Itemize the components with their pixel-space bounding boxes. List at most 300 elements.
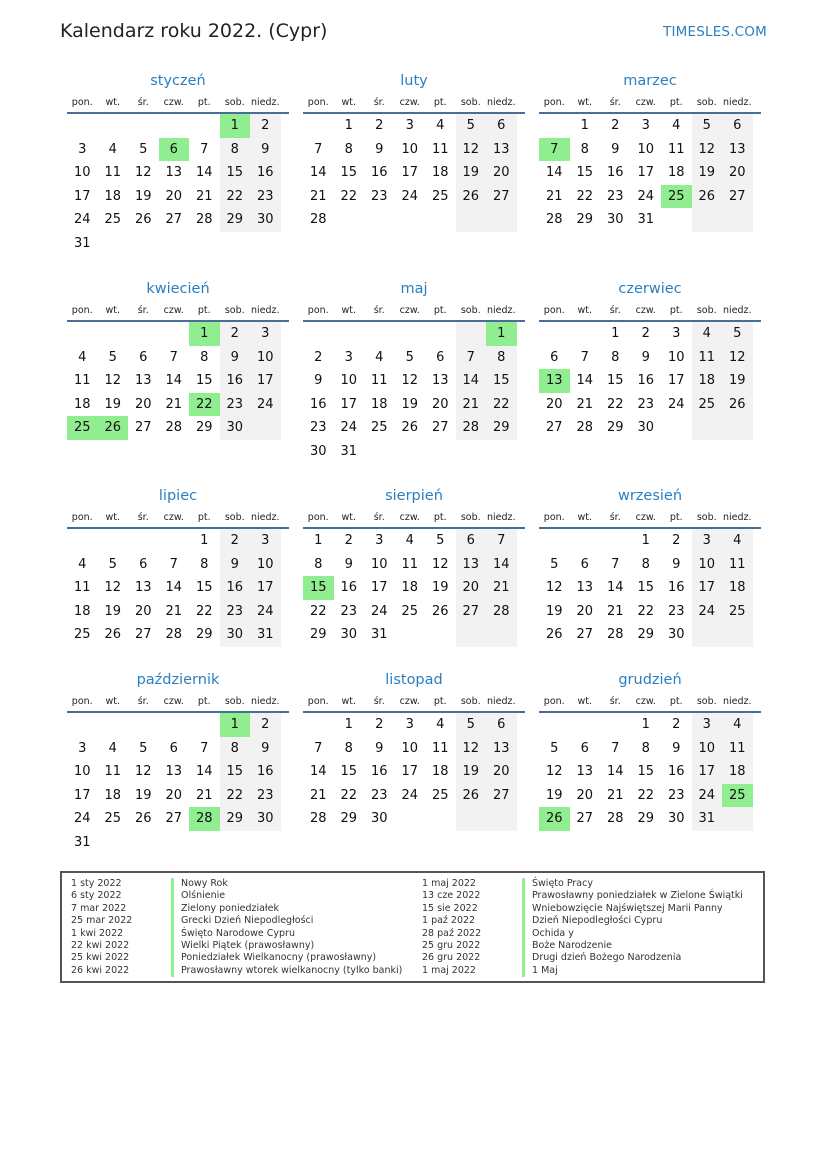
day-cell: 31 xyxy=(250,623,281,647)
weekday-label: pt. xyxy=(433,512,447,523)
day-cell: 3 xyxy=(692,713,723,737)
weekday-label: sob. xyxy=(696,97,717,108)
day-cell: 12 xyxy=(692,138,723,162)
empty-cell xyxy=(395,322,426,346)
day-cell: 5 xyxy=(692,114,723,138)
day-cell: 7 xyxy=(580,349,589,365)
weekday-label: pon. xyxy=(543,97,565,108)
day-cell: 4 xyxy=(722,713,753,737)
day-cell: 27 xyxy=(576,811,594,826)
empty-cell xyxy=(456,623,487,647)
day-cell: 3 xyxy=(405,717,414,732)
day-cell: 7 xyxy=(169,349,178,365)
weekday-label: pt. xyxy=(197,512,211,523)
empty-cell xyxy=(425,440,456,464)
day-cell: 20 xyxy=(456,576,487,600)
day-cell: 6 xyxy=(159,138,190,162)
month-name: czerwiec xyxy=(618,281,682,297)
day-cell: 12 xyxy=(134,165,152,180)
weekday-label: sob. xyxy=(696,696,717,707)
weekday-label: śr. xyxy=(137,97,149,108)
day-cell: 11 xyxy=(692,346,723,370)
day-cell: 21 xyxy=(545,188,563,204)
empty-cell xyxy=(692,623,723,647)
empty-cell xyxy=(539,713,570,737)
day-cell: 21 xyxy=(165,603,183,619)
legend-date: 26 gru 2022 xyxy=(422,952,481,964)
day-cell: 11 xyxy=(104,165,122,180)
day-cell: 2 xyxy=(344,533,353,548)
weekday-header xyxy=(539,92,761,114)
day-cell: 30 xyxy=(637,420,655,435)
day-cell: 20 xyxy=(722,161,753,185)
day-cell: 18 xyxy=(431,165,449,180)
holiday-legend xyxy=(60,871,765,983)
day-cell: 2 xyxy=(611,118,620,133)
day-cell: 14 xyxy=(456,369,487,393)
day-cell: 5 xyxy=(550,740,559,756)
day-cell: 22 xyxy=(220,185,251,209)
empty-cell xyxy=(220,831,251,855)
weekday-label: wt. xyxy=(341,696,356,707)
day-cell: 12 xyxy=(134,764,152,779)
day-cell: 24 xyxy=(401,787,419,803)
day-cell: 9 xyxy=(220,346,251,370)
empty-cell xyxy=(98,831,129,855)
month-calendar xyxy=(67,70,289,255)
day-cell: 20 xyxy=(431,396,449,412)
day-cell: 5 xyxy=(139,141,148,157)
legend-holiday-name: 1 Maj xyxy=(522,965,558,977)
day-cell: 1 xyxy=(189,322,220,346)
day-cell: 13 xyxy=(456,553,487,577)
weekday-label: czw. xyxy=(635,97,656,108)
day-cell: 18 xyxy=(401,580,419,595)
day-cell: 13 xyxy=(486,737,517,761)
empty-cell xyxy=(159,713,190,737)
day-cell: 28 xyxy=(165,420,183,435)
days-grid xyxy=(303,529,525,647)
day-cell: 16 xyxy=(250,760,281,784)
empty-cell xyxy=(539,529,570,553)
weekday-label: czw. xyxy=(163,305,184,316)
weekday-label: sob. xyxy=(696,305,717,316)
weekday-label: czw. xyxy=(635,512,656,523)
day-cell: 13 xyxy=(134,580,152,595)
day-cell: 24 xyxy=(250,393,281,417)
empty-cell xyxy=(98,322,129,346)
day-cell: 8 xyxy=(641,740,650,756)
empty-cell xyxy=(67,322,98,346)
empty-cell xyxy=(128,322,159,346)
day-cell: 14 xyxy=(195,165,213,180)
empty-cell xyxy=(395,440,426,464)
legend-holiday-name: Wielki Piątek (prawosławny) xyxy=(171,940,314,952)
empty-cell xyxy=(67,114,98,138)
legend-date: 6 sty 2022 xyxy=(71,890,122,902)
empty-cell xyxy=(600,713,631,737)
day-cell: 8 xyxy=(641,556,650,572)
empty-cell xyxy=(570,529,601,553)
day-cell: 13 xyxy=(134,373,152,388)
day-cell: 2 xyxy=(672,533,681,548)
day-cell: 17 xyxy=(692,576,723,600)
day-cell: 12 xyxy=(431,556,449,572)
day-cell: 21 xyxy=(195,787,213,803)
day-cell: 10 xyxy=(370,556,388,572)
empty-cell xyxy=(722,623,753,647)
day-cell: 2 xyxy=(641,326,650,341)
day-cell: 30 xyxy=(370,811,388,826)
weekday-label: niedz. xyxy=(486,512,516,523)
day-cell: 16 xyxy=(637,373,655,388)
day-cell: 30 xyxy=(309,443,327,459)
day-cell: 27 xyxy=(165,811,183,826)
day-cell: 21 xyxy=(165,396,183,412)
day-cell: 24 xyxy=(667,396,685,412)
day-cell: 24 xyxy=(340,420,358,435)
empty-cell xyxy=(364,440,395,464)
day-cell: 17 xyxy=(73,188,91,204)
day-cell: 14 xyxy=(606,580,624,595)
legend-holiday-name: Święto Narodowe Cypru xyxy=(171,928,295,940)
day-cell: 3 xyxy=(250,529,281,553)
day-cell: 6 xyxy=(580,740,589,756)
day-cell: 21 xyxy=(606,603,624,619)
weekday-label: pt. xyxy=(669,97,683,108)
day-cell: 30 xyxy=(220,623,251,647)
day-cell: 18 xyxy=(667,165,685,180)
month-name: październik xyxy=(136,672,220,688)
day-cell: 13 xyxy=(165,764,183,779)
weekday-label: niedz. xyxy=(486,97,516,108)
day-cell: 6 xyxy=(169,740,178,756)
day-cell: 13 xyxy=(576,580,594,595)
weekday-label: śr. xyxy=(609,512,621,523)
empty-cell xyxy=(189,713,220,737)
month-name: marzec xyxy=(623,73,677,89)
month-name: styczeń xyxy=(150,73,206,89)
day-cell: 4 xyxy=(108,141,117,157)
day-cell: 12 xyxy=(722,346,753,370)
day-cell: 12 xyxy=(104,373,122,388)
day-cell: 6 xyxy=(722,114,753,138)
day-cell: 2 xyxy=(314,349,323,365)
day-cell: 10 xyxy=(73,764,91,779)
day-cell: 16 xyxy=(220,576,251,600)
weekday-label: pon. xyxy=(543,512,565,523)
day-cell: 27 xyxy=(486,185,517,209)
day-cell: 10 xyxy=(250,346,281,370)
day-cell: 7 xyxy=(611,556,620,572)
weekday-label: pon. xyxy=(543,305,565,316)
day-cell: 2 xyxy=(672,717,681,732)
day-cell: 22 xyxy=(637,787,655,803)
day-cell: 5 xyxy=(405,349,414,365)
month-calendar xyxy=(539,669,761,831)
legend-date: 26 kwi 2022 xyxy=(71,964,130,976)
day-cell: 19 xyxy=(104,603,122,619)
day-cell: 10 xyxy=(250,553,281,577)
day-cell: 19 xyxy=(545,787,563,803)
day-cell: 9 xyxy=(220,553,251,577)
day-cell: 24 xyxy=(637,188,655,204)
day-cell: 9 xyxy=(250,737,281,761)
day-cell: 10 xyxy=(340,373,358,388)
weekday-label: sob. xyxy=(224,305,245,316)
day-cell: 1 xyxy=(344,118,353,133)
day-cell: 18 xyxy=(431,764,449,779)
weekday-header xyxy=(67,691,289,713)
empty-cell xyxy=(661,208,692,232)
day-cell: 4 xyxy=(436,118,445,133)
day-cell: 11 xyxy=(73,580,91,595)
empty-cell xyxy=(486,208,517,232)
day-cell: 25 xyxy=(73,627,91,642)
day-cell: 1 xyxy=(611,326,620,341)
legend-date: 13 cze 2022 xyxy=(422,890,481,902)
legend-holiday-name: Prawosławny poniedziałek w Zielone Świątki xyxy=(522,890,743,902)
day-cell: 14 xyxy=(165,373,183,388)
weekday-label: wt. xyxy=(341,305,356,316)
day-cell: 18 xyxy=(104,787,122,803)
days-grid xyxy=(539,114,761,232)
empty-cell xyxy=(364,322,395,346)
empty-cell xyxy=(722,416,753,440)
day-cell: 19 xyxy=(431,580,449,595)
day-cell: 28 xyxy=(606,811,624,826)
weekday-label: wt. xyxy=(577,696,592,707)
legend-date: 1 maj 2022 xyxy=(422,964,476,976)
day-cell: 5 xyxy=(456,114,487,138)
day-cell: 15 xyxy=(340,764,358,779)
weekday-label: niedz. xyxy=(486,696,516,707)
day-cell: 25 xyxy=(431,787,449,803)
day-cell: 15 xyxy=(486,369,517,393)
empty-cell xyxy=(425,208,456,232)
day-cell: 1 xyxy=(344,717,353,732)
weekday-header xyxy=(539,300,761,322)
empty-cell xyxy=(600,529,631,553)
day-cell: 27 xyxy=(576,627,594,642)
empty-cell xyxy=(98,529,129,553)
day-cell: 26 xyxy=(539,807,570,831)
weekday-label: sob. xyxy=(460,696,481,707)
legend-date: 1 sty 2022 xyxy=(71,878,122,889)
empty-cell xyxy=(395,623,426,647)
day-cell: 29 xyxy=(340,811,358,826)
month-name: grudzień xyxy=(618,672,682,688)
empty-cell xyxy=(334,322,365,346)
weekday-label: pt. xyxy=(197,696,211,707)
day-cell: 1 xyxy=(641,533,650,548)
empty-cell xyxy=(539,114,570,138)
day-cell: 22 xyxy=(340,787,358,803)
weekday-header xyxy=(303,300,525,322)
day-cell: 13 xyxy=(576,764,594,779)
day-cell: 1 xyxy=(200,533,209,548)
days-grid xyxy=(539,529,761,647)
weekday-header xyxy=(303,691,525,713)
day-cell: 29 xyxy=(637,811,655,826)
month-calendar xyxy=(67,278,289,440)
day-cell: 28 xyxy=(456,416,487,440)
day-cell: 7 xyxy=(456,346,487,370)
month-calendar xyxy=(539,70,761,232)
weekday-label: śr. xyxy=(137,512,149,523)
day-cell: 29 xyxy=(637,627,655,642)
day-cell: 28 xyxy=(309,811,327,826)
day-cell: 19 xyxy=(401,396,419,412)
day-cell: 5 xyxy=(436,533,445,548)
day-cell: 3 xyxy=(250,322,281,346)
day-cell: 17 xyxy=(401,165,419,180)
day-cell: 19 xyxy=(104,396,122,412)
day-cell: 10 xyxy=(637,141,655,157)
day-cell: 7 xyxy=(611,740,620,756)
legend-holiday-name: Boże Narodzenie xyxy=(522,940,612,952)
weekday-header xyxy=(67,92,289,114)
weekday-label: śr. xyxy=(373,696,385,707)
month-name: listopad xyxy=(385,672,443,688)
day-cell: 28 xyxy=(486,600,517,624)
day-cell: 29 xyxy=(576,212,594,227)
month-calendar xyxy=(539,485,761,647)
day-cell: 12 xyxy=(545,764,563,779)
day-cell: 25 xyxy=(722,784,753,808)
empty-cell xyxy=(456,440,487,464)
day-cell: 26 xyxy=(545,627,563,642)
weekday-header xyxy=(67,300,289,322)
day-cell: 17 xyxy=(692,760,723,784)
day-cell: 3 xyxy=(672,326,681,341)
weekday-label: śr. xyxy=(373,305,385,316)
weekday-label: wt. xyxy=(577,305,592,316)
day-cell: 16 xyxy=(667,764,685,779)
day-cell: 9 xyxy=(672,740,681,756)
day-cell: 11 xyxy=(401,556,419,572)
day-cell: 11 xyxy=(667,141,685,157)
day-cell: 15 xyxy=(606,373,624,388)
day-cell: 14 xyxy=(545,165,563,180)
day-cell: 9 xyxy=(375,141,384,157)
empty-cell xyxy=(128,529,159,553)
day-cell: 4 xyxy=(375,349,384,365)
weekday-label: czw. xyxy=(399,305,420,316)
empty-cell xyxy=(98,114,129,138)
day-cell: 10 xyxy=(73,165,91,180)
weekday-label: pt. xyxy=(669,305,683,316)
days-grid xyxy=(67,114,289,255)
weekday-label: wt. xyxy=(341,97,356,108)
day-cell: 19 xyxy=(456,161,487,185)
day-cell: 26 xyxy=(104,627,122,642)
day-cell: 20 xyxy=(134,396,152,412)
weekday-label: śr. xyxy=(137,696,149,707)
day-cell: 22 xyxy=(486,393,517,417)
month-calendar xyxy=(67,669,289,854)
day-cell: 23 xyxy=(220,600,251,624)
day-cell: 7 xyxy=(200,141,209,157)
weekday-label: pon. xyxy=(543,696,565,707)
day-cell: 25 xyxy=(67,416,98,440)
weekday-label: pt. xyxy=(669,696,683,707)
weekday-label: śr. xyxy=(373,512,385,523)
empty-cell xyxy=(189,114,220,138)
day-cell: 13 xyxy=(539,369,570,393)
day-cell: 12 xyxy=(104,580,122,595)
day-cell: 25 xyxy=(661,185,692,209)
empty-cell xyxy=(159,114,190,138)
day-cell: 2 xyxy=(375,118,384,133)
day-cell: 17 xyxy=(637,165,655,180)
days-grid xyxy=(539,322,761,440)
day-cell: 9 xyxy=(314,373,323,388)
day-cell: 28 xyxy=(165,627,183,642)
day-cell: 30 xyxy=(250,807,281,831)
day-cell: 12 xyxy=(456,138,487,162)
weekday-header xyxy=(539,507,761,529)
weekday-label: sob. xyxy=(224,97,245,108)
day-cell: 30 xyxy=(606,212,624,227)
day-cell: 27 xyxy=(165,212,183,227)
day-cell: 8 xyxy=(344,141,353,157)
day-cell: 14 xyxy=(309,165,327,180)
month-calendar xyxy=(303,278,525,463)
day-cell: 22 xyxy=(189,393,220,417)
day-cell: 25 xyxy=(370,420,388,435)
empty-cell xyxy=(425,623,456,647)
day-cell: 23 xyxy=(667,787,685,803)
legend-date: 25 mar 2022 xyxy=(71,915,133,927)
day-cell: 24 xyxy=(73,811,91,826)
weekday-label: niedz. xyxy=(250,696,280,707)
day-cell: 18 xyxy=(722,760,753,784)
month-calendar xyxy=(303,485,525,647)
day-cell: 8 xyxy=(314,556,323,572)
empty-cell xyxy=(159,831,190,855)
legend-date: 7 mar 2022 xyxy=(71,902,127,914)
weekday-label: pt. xyxy=(433,696,447,707)
empty-cell xyxy=(661,416,692,440)
legend-date: 1 maj 2022 xyxy=(422,878,476,889)
site-link[interactable]: TIMESLES.COM xyxy=(663,24,767,40)
day-cell: 26 xyxy=(134,811,152,826)
day-cell: 28 xyxy=(545,212,563,227)
day-cell: 16 xyxy=(250,161,281,185)
weekday-label: śr. xyxy=(609,696,621,707)
empty-cell xyxy=(98,232,129,256)
day-cell: 25 xyxy=(431,188,449,204)
legend-holiday-name: Olśnienie xyxy=(171,890,225,902)
day-cell: 12 xyxy=(545,580,563,595)
empty-cell xyxy=(189,831,220,855)
day-cell: 26 xyxy=(692,185,723,209)
day-cell: 6 xyxy=(456,529,487,553)
days-grid xyxy=(539,713,761,831)
day-cell: 16 xyxy=(220,369,251,393)
day-cell: 29 xyxy=(220,807,251,831)
day-cell: 18 xyxy=(104,188,122,204)
weekday-label: pon. xyxy=(307,305,329,316)
day-cell: 11 xyxy=(104,764,122,779)
day-cell: 5 xyxy=(108,556,117,572)
day-cell: 5 xyxy=(722,322,753,346)
empty-cell xyxy=(250,232,281,256)
day-cell: 22 xyxy=(195,603,213,619)
day-cell: 22 xyxy=(576,188,594,204)
day-cell: 2 xyxy=(250,713,281,737)
